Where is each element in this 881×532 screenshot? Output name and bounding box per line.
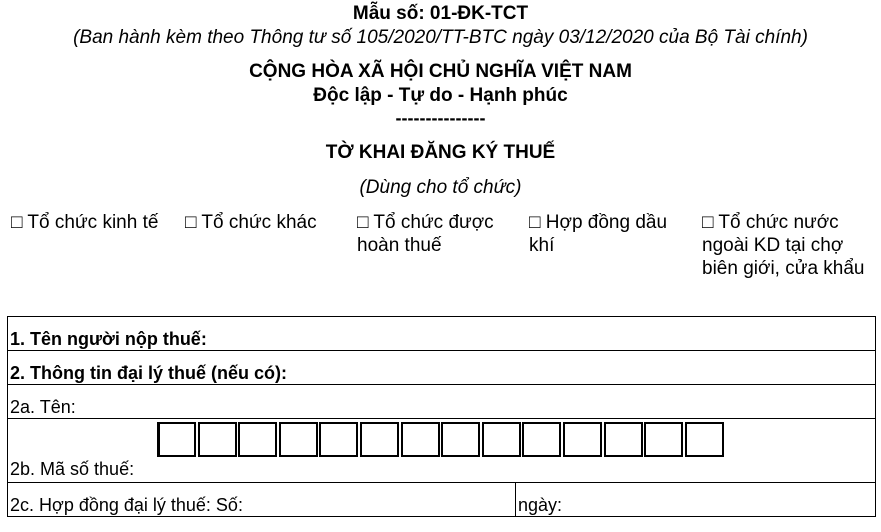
tax-id-digit-box[interactable] xyxy=(198,422,237,457)
tax-id-digit-box[interactable] xyxy=(604,422,643,457)
taxpayer-name-label: 1. Tên người nộp thuế: xyxy=(10,329,207,349)
tax-id-digit-box[interactable] xyxy=(685,422,724,457)
agent-tax-id-cell xyxy=(8,419,876,483)
option-label-line3: biên giới, cửa khẩu xyxy=(702,258,865,279)
agent-tax-id-boxes xyxy=(157,422,725,457)
agent-contract-date-label: ngày: xyxy=(518,495,563,515)
agent-info-label: 2. Thông tin đại lý thuế (nếu có): xyxy=(10,363,287,383)
checkbox-icon[interactable]: □ xyxy=(529,212,541,233)
agent-contract-date-cell[interactable] xyxy=(516,483,876,517)
form-subtitle: (Dùng cho tổ chức) xyxy=(359,177,522,198)
option-foreign-border-org[interactable] xyxy=(702,211,865,280)
header-divider: --------------- xyxy=(395,108,486,128)
agent-contract-number-cell[interactable] xyxy=(8,483,516,517)
agent-name-label: 2a. Tên: xyxy=(10,397,76,417)
form-title: TỜ KHAI ĐĂNG KÝ THUẾ xyxy=(325,142,556,163)
option-refund-org[interactable] xyxy=(357,211,494,257)
tax-id-digit-box[interactable] xyxy=(157,422,196,457)
tax-id-digit-box[interactable] xyxy=(482,422,521,457)
tax-id-digit-box[interactable] xyxy=(360,422,399,457)
option-label: Tổ chức khác xyxy=(201,212,317,233)
table-row xyxy=(8,351,876,385)
nation-name: CỘNG HÒA XÃ HỘI CHỦ NGHĨA VIỆT NAM xyxy=(249,61,632,82)
form-code: Mẫu số: 01-ĐK-TCT xyxy=(352,3,529,24)
option-label-line2: ngoài KD tại chợ xyxy=(702,235,844,256)
agent-name-cell[interactable] xyxy=(8,385,876,419)
tax-id-digit-box[interactable] xyxy=(522,422,561,457)
tax-id-digit-box[interactable] xyxy=(319,422,358,457)
option-other-org[interactable] xyxy=(185,211,317,234)
tax-id-digit-box[interactable] xyxy=(563,422,602,457)
option-label-line2: khí xyxy=(529,235,555,256)
taxpayer-name-cell[interactable] xyxy=(8,317,876,351)
tax-id-digit-box[interactable] xyxy=(441,422,480,457)
checkbox-icon[interactable]: □ xyxy=(11,212,23,233)
option-label: Tổ chức kinh tế xyxy=(27,212,159,233)
option-label: Tổ chức nước xyxy=(718,212,839,233)
option-label: Hợp đồng dầu xyxy=(545,212,668,233)
national-motto: Độc lập - Tự do - Hạnh phúc xyxy=(313,85,568,106)
table-row xyxy=(8,317,876,351)
option-economic-org[interactable] xyxy=(11,211,158,234)
issued-by-note: (Ban hành kèm theo Thông tư số 105/2020/TT-BTC ngày 03/12/2020 của Bộ Tài chính) xyxy=(73,27,808,48)
tax-id-digit-box[interactable] xyxy=(401,422,440,457)
checkbox-icon[interactable]: □ xyxy=(185,212,197,233)
agent-tax-id-label: 2b. Mã số thuế: xyxy=(10,459,135,479)
tax-id-digit-box[interactable] xyxy=(279,422,318,457)
registration-form-table xyxy=(7,316,876,517)
tax-id-digit-box[interactable] xyxy=(238,422,277,457)
checkbox-icon[interactable]: □ xyxy=(357,212,369,233)
table-row xyxy=(8,483,876,517)
table-row xyxy=(8,419,876,483)
table-row xyxy=(8,385,876,419)
agent-info-cell xyxy=(8,351,876,385)
checkbox-icon[interactable]: □ xyxy=(702,212,714,233)
option-oil-gas-contract[interactable] xyxy=(529,211,667,257)
agent-contract-label: 2c. Hợp đồng đại lý thuế: Số: xyxy=(10,495,243,515)
option-label: Tổ chức được xyxy=(373,212,494,233)
option-label-line2: hoàn thuế xyxy=(357,235,442,256)
tax-id-digit-box[interactable] xyxy=(644,422,683,457)
